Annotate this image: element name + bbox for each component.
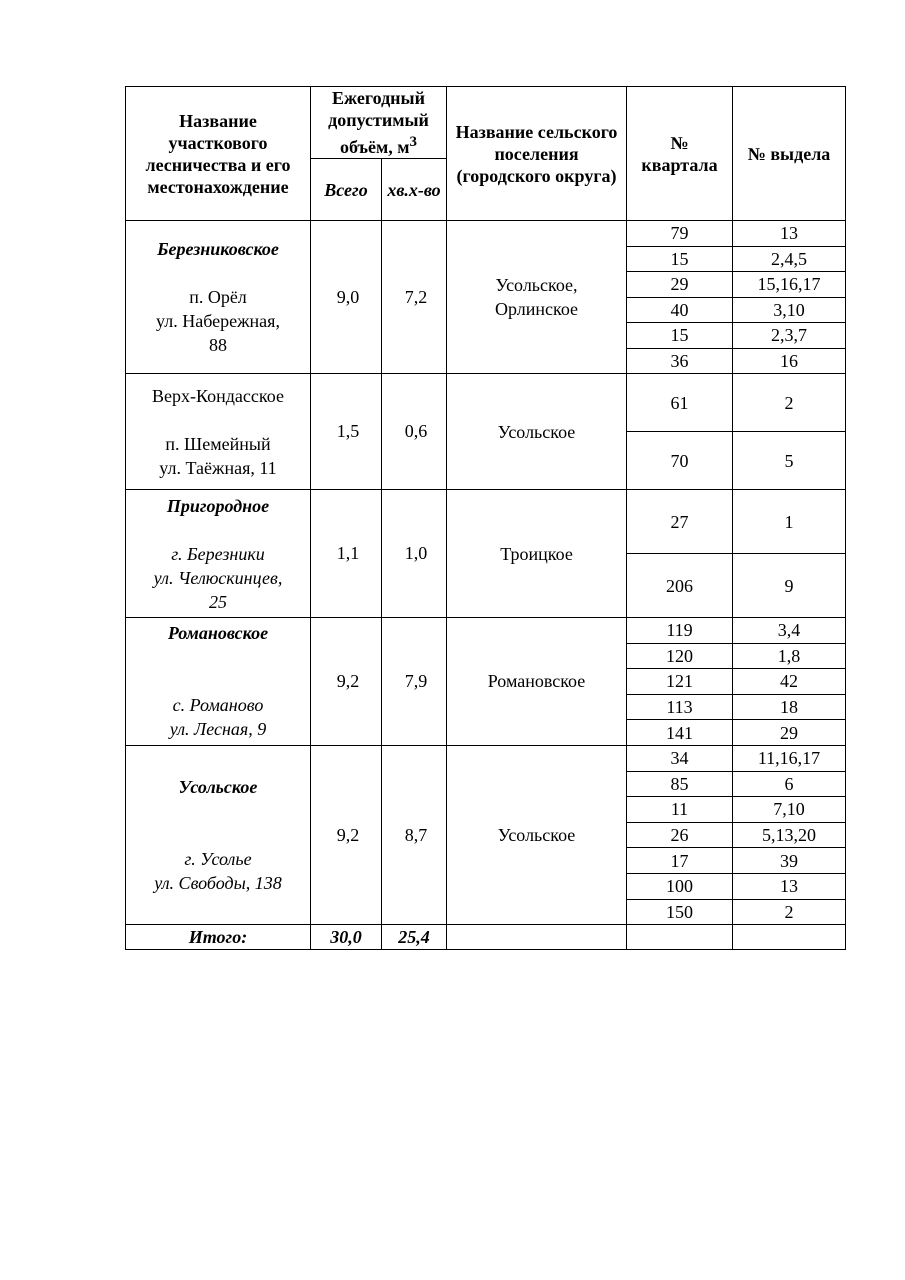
settlement-cell: Усольское, Орлинское	[447, 221, 627, 374]
header-conifer: хв.х-во	[382, 159, 447, 221]
header-forestry: Название участкового лесничества и его местонахождение	[126, 87, 311, 221]
quarter-cell: 121	[627, 669, 733, 695]
forestry-location-line-1: п. Орёл	[189, 287, 247, 307]
volume-conifer-cell: 1,0	[382, 490, 447, 618]
settlement-cell: Усольское	[447, 374, 627, 490]
forestry-name: Романовское	[167, 623, 269, 644]
total-empty-section	[733, 925, 846, 950]
section-cell: 29	[733, 720, 846, 746]
quarter-cell: 79	[627, 221, 733, 247]
quarter-cell: 17	[627, 848, 733, 874]
forestry-cell	[126, 618, 311, 746]
forestry-location-line-2: ул. Челюскинцев,	[153, 567, 283, 588]
quarter-cell: 100	[627, 873, 733, 899]
table-row	[126, 618, 846, 644]
quarter-cell: 141	[627, 720, 733, 746]
quarter-cell: 15	[627, 246, 733, 272]
volume-total-cell: 9,0	[311, 221, 382, 374]
header-quarter: № квартала	[627, 87, 733, 221]
forestry-name: Березниковское	[157, 239, 279, 259]
forestry-location-line-2: ул. Набережная,	[156, 311, 280, 331]
quarter-cell: 40	[627, 297, 733, 323]
quarter-cell: 150	[627, 899, 733, 925]
forestry-location-line-1: с. Романово	[172, 695, 264, 716]
quarter-cell: 26	[627, 822, 733, 848]
forestry-cell	[126, 490, 311, 618]
quarter-cell: 85	[627, 771, 733, 797]
header-volume	[311, 87, 447, 159]
forestry-location-line-1: п. Шемейный	[165, 433, 271, 454]
quarter-cell: 113	[627, 694, 733, 720]
section-cell: 13	[733, 873, 846, 899]
section-cell: 13	[733, 221, 846, 247]
forestry-cell	[126, 745, 311, 924]
section-cell: 18	[733, 694, 846, 720]
section-cell: 2,3,7	[733, 323, 846, 349]
quarter-cell: 70	[627, 432, 733, 490]
table-row	[126, 490, 846, 554]
header-settlement: Название сельского поселения (городского округа)	[447, 87, 627, 221]
quarter-cell: 29	[627, 272, 733, 298]
table-row	[126, 374, 846, 432]
settlement-cell: Романовское	[447, 618, 627, 746]
forestry-name: Пригородное	[166, 495, 270, 516]
total-empty-settlement	[447, 925, 627, 950]
header-section: № выдела	[733, 87, 846, 221]
volume-conifer-cell: 7,2	[382, 221, 447, 374]
section-cell: 2,4,5	[733, 246, 846, 272]
forestry-location-line-2: ул. Таёжная, 11	[159, 457, 277, 478]
section-cell: 3,4	[733, 618, 846, 644]
section-cell: 9	[733, 554, 846, 618]
section-cell: 6	[733, 771, 846, 797]
forestry-location-line-3: 25	[209, 591, 227, 612]
quarter-cell: 34	[627, 745, 733, 771]
quarter-cell: 206	[627, 554, 733, 618]
table-body	[126, 221, 846, 925]
forestry-location-line-1: г. Усолье	[184, 849, 252, 870]
section-cell: 3,10	[733, 297, 846, 323]
volume-total-cell: 1,5	[311, 374, 382, 490]
total-volume: 30,0	[311, 925, 382, 950]
forestry-name: Верх-Кондасское	[152, 385, 284, 406]
quarter-cell: 11	[627, 797, 733, 823]
quarter-cell: 119	[627, 618, 733, 644]
forestry-cell	[126, 374, 311, 490]
quarter-cell: 27	[627, 490, 733, 554]
forestry-name: Усольское	[178, 777, 258, 798]
quarter-cell: 36	[627, 348, 733, 374]
section-cell: 2	[733, 374, 846, 432]
quarter-cell: 120	[627, 643, 733, 669]
forestry-location-line-3: 88	[209, 335, 227, 355]
header-total: Всего	[311, 159, 382, 221]
section-cell: 2	[733, 899, 846, 925]
section-cell: 1	[733, 490, 846, 554]
quarter-cell: 15	[627, 323, 733, 349]
volume-conifer-cell: 8,7	[382, 745, 447, 924]
volume-total-cell: 9,2	[311, 618, 382, 746]
quarter-cell: 61	[627, 374, 733, 432]
section-cell: 5	[733, 432, 846, 490]
settlement-cell: Троицкое	[447, 490, 627, 618]
forestry-location-line-1: г. Березники	[171, 543, 265, 564]
section-cell: 5,13,20	[733, 822, 846, 848]
section-cell: 16	[733, 348, 846, 374]
forestry-cell	[126, 221, 311, 374]
section-cell: 15,16,17	[733, 272, 846, 298]
total-label: Итого:	[126, 925, 311, 950]
forestry-table	[125, 86, 846, 950]
total-conifer: 25,4	[382, 925, 447, 950]
section-cell: 7,10	[733, 797, 846, 823]
total-empty-quarter	[627, 925, 733, 950]
total-row	[126, 925, 846, 950]
table-row	[126, 745, 846, 771]
table-row	[126, 221, 846, 247]
forestry-location-line-2: ул. Лесная, 9	[169, 719, 267, 740]
section-cell: 39	[733, 848, 846, 874]
section-cell: 42	[733, 669, 846, 695]
header-volume-label: Ежегодный допустимый объём, м	[328, 88, 429, 157]
volume-total-cell: 9,2	[311, 745, 382, 924]
settlement-cell: Усольское	[447, 745, 627, 924]
volume-total-cell: 1,1	[311, 490, 382, 618]
section-cell: 11,16,17	[733, 745, 846, 771]
section-cell: 1,8	[733, 643, 846, 669]
header-volume-sup: 3	[409, 134, 418, 150]
forestry-location-line-2: ул. Свободы, 138	[154, 873, 282, 894]
volume-conifer-cell: 7,9	[382, 618, 447, 746]
volume-conifer-cell: 0,6	[382, 374, 447, 490]
